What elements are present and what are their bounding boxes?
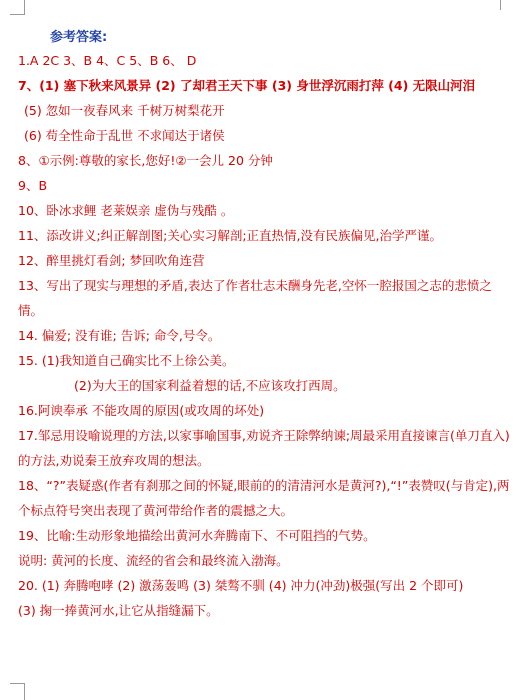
crop-mark-bottom-left — [10, 683, 25, 700]
answer-line-8: 8、①示例:尊敬的家长,您好!②一会儿 20 分钟 — [18, 153, 273, 168]
answer-line-14: 14. 偏爱; 没有谁; 告诉; 命令,号令。 — [18, 328, 221, 343]
answer-line-7-6: (6) 苟全性命于乱世 不求闻达于诸侯 — [24, 128, 225, 143]
answer-line-12: 12、醉里挑灯看剑; 梦回吹角连营 — [18, 253, 205, 268]
answer-line-1: 1.A 2C 3、B 4、C 5、B 6、 D — [18, 53, 197, 68]
answer-line-17: 17.邹忌用设喻说理的方法,以家事喻国事,劝说齐王除弊纳谏;周最采用直接谏言(单刀直入)的方法,劝说秦王放弃攻周的想法。 — [18, 428, 510, 468]
answer-line-10: 10、卧冰求鲤 老莱娱亲 虚伪与残酷 。 — [18, 203, 234, 218]
answer-line-7: 7、(1) 塞下秋来风景异 (2) 了却君王天下事 (3) 身世浮沉雨打萍 (4) 无限山河泪 — [18, 78, 476, 93]
answer-line-18: 18、“?”表疑惑(作者有刹那之间的怀疑,眼前的的清清河水是黄河?),“!”表赞叹(与肯定),两个标点符号突出表现了黄河带给作者的震撼之大。 — [18, 478, 510, 518]
answer-line-19-note: 说明: 黄河的长度、流经的省会和最终流入渤海。 — [18, 553, 289, 568]
answer-line-13: 13、写出了现实与理想的矛盾,表达了作者壮志未酬身先老,空怀一腔报国之志的悲愤之情。 — [18, 278, 492, 318]
answer-line-15: 15. (1)我知道自己确实比不上徐公美。 — [18, 353, 235, 368]
answer-sheet — [18, 28, 512, 623]
answer-line-7-5: (5) 忽如一夜春风来 千树万树梨花开 — [24, 103, 225, 118]
answer-line-16: 16.阿谀奉承 不能攻周的原因(或攻周的坏处) — [18, 403, 265, 418]
answer-line-9: 9、B — [18, 178, 48, 193]
answer-line-15-2: (2)为大王的国家利益着想的话,不应该攻打西周。 — [74, 378, 346, 393]
answer-line-11: 11、添改讲义;纠正解剖图;关心实习解剖;正直热情,没有民族偏见,治学严谨。 — [18, 228, 442, 243]
answer-line-20-3: (3) 掬一捧黄河水,让它从指缝漏下。 — [18, 603, 219, 618]
answer-line-20: 20. (1) 奔腾咆哮 (2) 激荡轰鸣 (3) 桀骜不驯 (4) 冲力(冲劲)极强(写出 2 个即可) — [18, 578, 464, 593]
crop-mark-top-left — [10, 0, 25, 15]
answer-line-19: 19、比喻:生动形象地描绘出黄河水奔腾南下、不可阻挡的气势。 — [18, 528, 376, 543]
crop-mark-top-right — [500, 0, 501, 10]
heading-reference-answers: 参考答案: — [50, 30, 108, 45]
